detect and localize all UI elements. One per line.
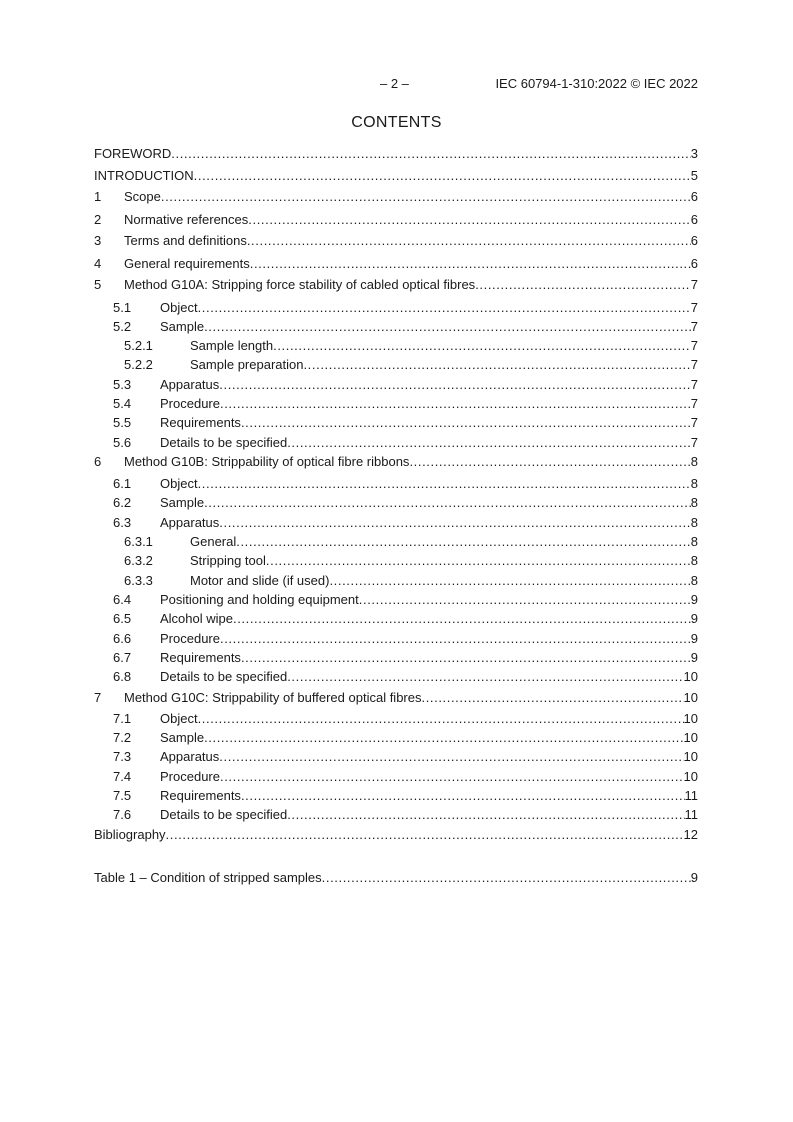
dot-leader bbox=[247, 233, 691, 249]
toc-entry-page: 10 bbox=[683, 711, 698, 726]
dot-leader bbox=[248, 212, 690, 228]
toc-entry[interactable] bbox=[94, 495, 698, 511]
dot-leader bbox=[266, 553, 691, 569]
toc-entry[interactable] bbox=[94, 415, 698, 431]
toc-entry-page: 10 bbox=[683, 730, 698, 745]
toc-entry-label: Object bbox=[160, 300, 198, 315]
toc-entry-page: 7 bbox=[690, 338, 698, 353]
dot-leader bbox=[198, 300, 691, 316]
toc-entry-number: 7.5 bbox=[113, 788, 132, 803]
toc-entry-label: Apparatus bbox=[160, 515, 220, 530]
toc-entry-label: Bibliography bbox=[94, 827, 166, 842]
toc-entry-page: 8 bbox=[690, 515, 698, 530]
toc-entry-label: FOREWORD bbox=[94, 146, 172, 161]
toc-entry-label: Requirements bbox=[160, 788, 241, 803]
toc-entry-label: General bbox=[190, 534, 237, 549]
dot-leader bbox=[171, 146, 690, 162]
toc-entry[interactable] bbox=[94, 711, 698, 727]
toc-entry-page: 11 bbox=[684, 788, 698, 803]
toc-entry-page: 7 bbox=[690, 300, 698, 315]
toc-entry-page: 8 bbox=[690, 553, 698, 568]
toc-entry-page: 6 bbox=[690, 233, 698, 248]
toc-entry-page: 6 bbox=[690, 212, 698, 227]
toc-entry[interactable] bbox=[94, 435, 698, 451]
toc-entry-page: 8 bbox=[690, 573, 698, 588]
dot-leader bbox=[220, 396, 691, 412]
toc-entry-label: Positioning and holding equipment bbox=[160, 592, 359, 607]
toc-entry-label: Sample bbox=[160, 319, 205, 334]
toc-entry[interactable] bbox=[94, 611, 698, 627]
toc-entry-number: 5.2.1 bbox=[124, 338, 153, 353]
dot-leader bbox=[194, 168, 691, 184]
toc-entry-number: 6.7 bbox=[113, 650, 132, 665]
toc-entry-number: 5.5 bbox=[113, 415, 132, 430]
toc-entry[interactable] bbox=[94, 827, 698, 843]
toc-entry-page: 8 bbox=[690, 454, 698, 469]
dot-leader bbox=[233, 611, 691, 627]
toc-entry-number: 5.1 bbox=[113, 300, 132, 315]
toc-entry[interactable] bbox=[94, 357, 698, 373]
dot-leader bbox=[204, 495, 691, 511]
toc-entry-number: 6.3.3 bbox=[124, 573, 153, 588]
dot-leader bbox=[241, 788, 685, 804]
toc-entry[interactable] bbox=[94, 168, 698, 184]
toc-entry[interactable] bbox=[94, 553, 698, 569]
toc-entry-page: 8 bbox=[690, 495, 698, 510]
toc-entry-number: 7.1 bbox=[113, 711, 132, 726]
toc-entry-page: 8 bbox=[690, 534, 698, 549]
dot-leader bbox=[273, 338, 691, 354]
toc-entry-page: 7 bbox=[690, 377, 698, 392]
toc-entry-label: Object bbox=[160, 711, 198, 726]
toc-entry-label: Apparatus bbox=[160, 749, 220, 764]
toc-entry-number: 7 bbox=[94, 690, 102, 705]
toc-entry-page: 7 bbox=[690, 396, 698, 411]
toc-entry[interactable] bbox=[94, 233, 698, 249]
toc-entry-number: 5 bbox=[94, 277, 102, 292]
toc-entry-number: 6.4 bbox=[113, 592, 132, 607]
toc-entry-label: Details to be specified bbox=[160, 435, 288, 450]
toc-entry-page: 7 bbox=[690, 415, 698, 430]
toc-entry-page: 9 bbox=[690, 870, 698, 885]
toc-entry-label: Scope bbox=[124, 189, 161, 204]
toc-entry-page: 6 bbox=[690, 189, 698, 204]
toc-entry-number: 6.3 bbox=[113, 515, 132, 530]
toc-entry-number: 7.4 bbox=[113, 769, 132, 784]
document-reference: IEC 60794-1-310:2022 © IEC 2022 bbox=[495, 76, 698, 91]
toc-entry-number: 6 bbox=[94, 454, 102, 469]
toc-entry[interactable] bbox=[94, 730, 698, 746]
toc-entry-number: 6.2 bbox=[113, 495, 132, 510]
toc-entry[interactable] bbox=[94, 669, 698, 685]
toc-entry-page: 3 bbox=[690, 146, 698, 161]
dot-leader bbox=[198, 711, 684, 727]
toc-entry[interactable] bbox=[94, 212, 698, 228]
toc-entry-page: 7 bbox=[690, 277, 698, 292]
table-list-entry[interactable] bbox=[94, 870, 698, 886]
toc-entry-label: Requirements bbox=[160, 650, 241, 665]
toc-entry[interactable] bbox=[94, 146, 698, 162]
toc-entry-label: Table 1 – Condition of stripped samples bbox=[94, 870, 322, 885]
toc-entry-page: 10 bbox=[683, 749, 698, 764]
dot-leader bbox=[219, 515, 691, 531]
toc-entry-number: 1 bbox=[94, 189, 102, 204]
toc-entry[interactable] bbox=[94, 515, 698, 531]
toc-entry-number: 6.3.1 bbox=[124, 534, 153, 549]
toc-entry-page: 5 bbox=[690, 168, 698, 183]
toc-entry-number: 6.6 bbox=[113, 631, 132, 646]
toc-entry-number: 7.6 bbox=[113, 807, 132, 822]
toc-entry[interactable] bbox=[94, 256, 698, 272]
toc-entry[interactable] bbox=[94, 534, 698, 550]
toc-entry-number: 5.6 bbox=[113, 435, 132, 450]
toc-entry-page: 10 bbox=[683, 769, 698, 784]
dot-leader bbox=[409, 454, 690, 470]
dot-leader bbox=[166, 827, 684, 843]
toc-entry[interactable] bbox=[94, 592, 698, 608]
toc-entry[interactable] bbox=[94, 807, 698, 823]
toc-entry-page: 10 bbox=[683, 690, 698, 705]
dot-leader bbox=[204, 319, 691, 335]
toc-entry[interactable] bbox=[94, 788, 698, 804]
toc-entry-label: Method G10C: Strippability of buffered optical fibres bbox=[124, 690, 422, 705]
contents-title: CONTENTS bbox=[351, 114, 442, 131]
toc-entry[interactable] bbox=[94, 338, 698, 354]
toc-entry-number: 6.5 bbox=[113, 611, 132, 626]
dot-leader bbox=[329, 573, 690, 589]
dot-leader bbox=[250, 256, 691, 272]
toc-entry[interactable] bbox=[94, 631, 698, 647]
dot-leader bbox=[359, 592, 691, 608]
toc-entry-label: Motor and slide (if used) bbox=[190, 573, 330, 588]
toc-entry-label: Procedure bbox=[160, 396, 220, 411]
dot-leader bbox=[475, 277, 691, 293]
dot-leader bbox=[287, 435, 691, 451]
dot-leader bbox=[219, 377, 691, 393]
toc-entry[interactable] bbox=[94, 749, 698, 765]
toc-entry-number: 7.3 bbox=[113, 749, 132, 764]
toc-entry-page: 9 bbox=[690, 592, 698, 607]
toc-entry-label: Alcohol wipe bbox=[160, 611, 233, 626]
toc-entry-page: 7 bbox=[690, 319, 698, 334]
toc-entry-number: 7.2 bbox=[113, 730, 132, 745]
toc-entry[interactable] bbox=[94, 277, 698, 293]
toc-entry[interactable] bbox=[94, 573, 698, 589]
toc-entry[interactable] bbox=[94, 377, 698, 393]
toc-entry-label: Sample length bbox=[190, 338, 274, 353]
toc-entry-page: 11 bbox=[684, 807, 698, 822]
dot-leader bbox=[219, 749, 683, 765]
dot-leader bbox=[204, 730, 683, 746]
toc-entry-label: Procedure bbox=[160, 769, 220, 784]
toc-entry-number: 3 bbox=[94, 233, 102, 248]
dot-leader bbox=[161, 189, 691, 205]
toc-entry[interactable] bbox=[94, 319, 698, 335]
dot-leader bbox=[220, 769, 684, 785]
toc-entry-label: Sample bbox=[160, 730, 205, 745]
toc-entry-number: 5.3 bbox=[113, 377, 132, 392]
toc-entry-label: Sample bbox=[160, 495, 205, 510]
toc-entry-label: Details to be specified bbox=[160, 669, 288, 684]
toc-entry-label: INTRODUCTION bbox=[94, 168, 194, 183]
dot-leader bbox=[287, 669, 683, 685]
dot-leader bbox=[303, 357, 690, 373]
dot-leader bbox=[322, 870, 691, 886]
toc-entry-page: 7 bbox=[690, 435, 698, 450]
toc-entry-label: Method G10B: Strippability of optical fibre ribbons bbox=[124, 454, 410, 469]
toc-entry-label: Object bbox=[160, 476, 198, 491]
toc-entry-page: 12 bbox=[683, 827, 698, 842]
toc-entry-label: General requirements bbox=[124, 256, 250, 271]
toc-entry-label: Details to be specified bbox=[160, 807, 288, 822]
toc-entry[interactable] bbox=[94, 454, 698, 470]
toc-entry-number: 2 bbox=[94, 212, 102, 227]
dot-leader bbox=[241, 415, 691, 431]
page-header bbox=[94, 76, 698, 92]
toc-entry-page: 9 bbox=[690, 611, 698, 626]
toc-entry-label: Method G10A: Stripping force stability of cabled optical fibres bbox=[124, 277, 476, 292]
dot-leader bbox=[198, 476, 691, 492]
dot-leader bbox=[287, 807, 684, 823]
toc-entry-page: 8 bbox=[690, 476, 698, 491]
toc-entry[interactable] bbox=[94, 396, 698, 412]
toc-entry-label: Sample preparation bbox=[190, 357, 304, 372]
toc-entry-page: 7 bbox=[690, 357, 698, 372]
toc-entry-number: 6.1 bbox=[113, 476, 132, 491]
toc-entry-page: 6 bbox=[690, 256, 698, 271]
dot-leader bbox=[236, 534, 691, 550]
toc-entry-page: 9 bbox=[690, 650, 698, 665]
toc-entry-page: 10 bbox=[683, 669, 698, 684]
toc-entry-number: 6.3.2 bbox=[124, 553, 153, 568]
toc-entry-number: 5.2.2 bbox=[124, 357, 153, 372]
toc-entry-number: 5.4 bbox=[113, 396, 132, 411]
toc-entry[interactable] bbox=[94, 690, 698, 706]
toc-entry[interactable] bbox=[94, 769, 698, 785]
toc-entry-page: 9 bbox=[690, 631, 698, 646]
toc-entry-label: Stripping tool bbox=[190, 553, 266, 568]
toc-entry-label: Normative references bbox=[124, 212, 249, 227]
toc-entry-label: Apparatus bbox=[160, 377, 220, 392]
toc-entry[interactable] bbox=[94, 189, 698, 205]
toc-entry-number: 4 bbox=[94, 256, 102, 271]
toc-entry-number: 5.2 bbox=[113, 319, 132, 334]
dot-leader bbox=[220, 631, 691, 647]
dot-leader bbox=[241, 650, 691, 666]
page-number-label: – 2 – bbox=[380, 76, 409, 91]
toc-entry[interactable] bbox=[94, 476, 698, 492]
toc-entry-label: Requirements bbox=[160, 415, 241, 430]
toc-entry-number: 6.8 bbox=[113, 669, 132, 684]
toc-entry[interactable] bbox=[94, 300, 698, 316]
toc-entry[interactable] bbox=[94, 650, 698, 666]
toc-entry-label: Terms and definitions bbox=[124, 233, 247, 248]
dot-leader bbox=[421, 690, 683, 706]
toc-entry-label: Procedure bbox=[160, 631, 220, 646]
